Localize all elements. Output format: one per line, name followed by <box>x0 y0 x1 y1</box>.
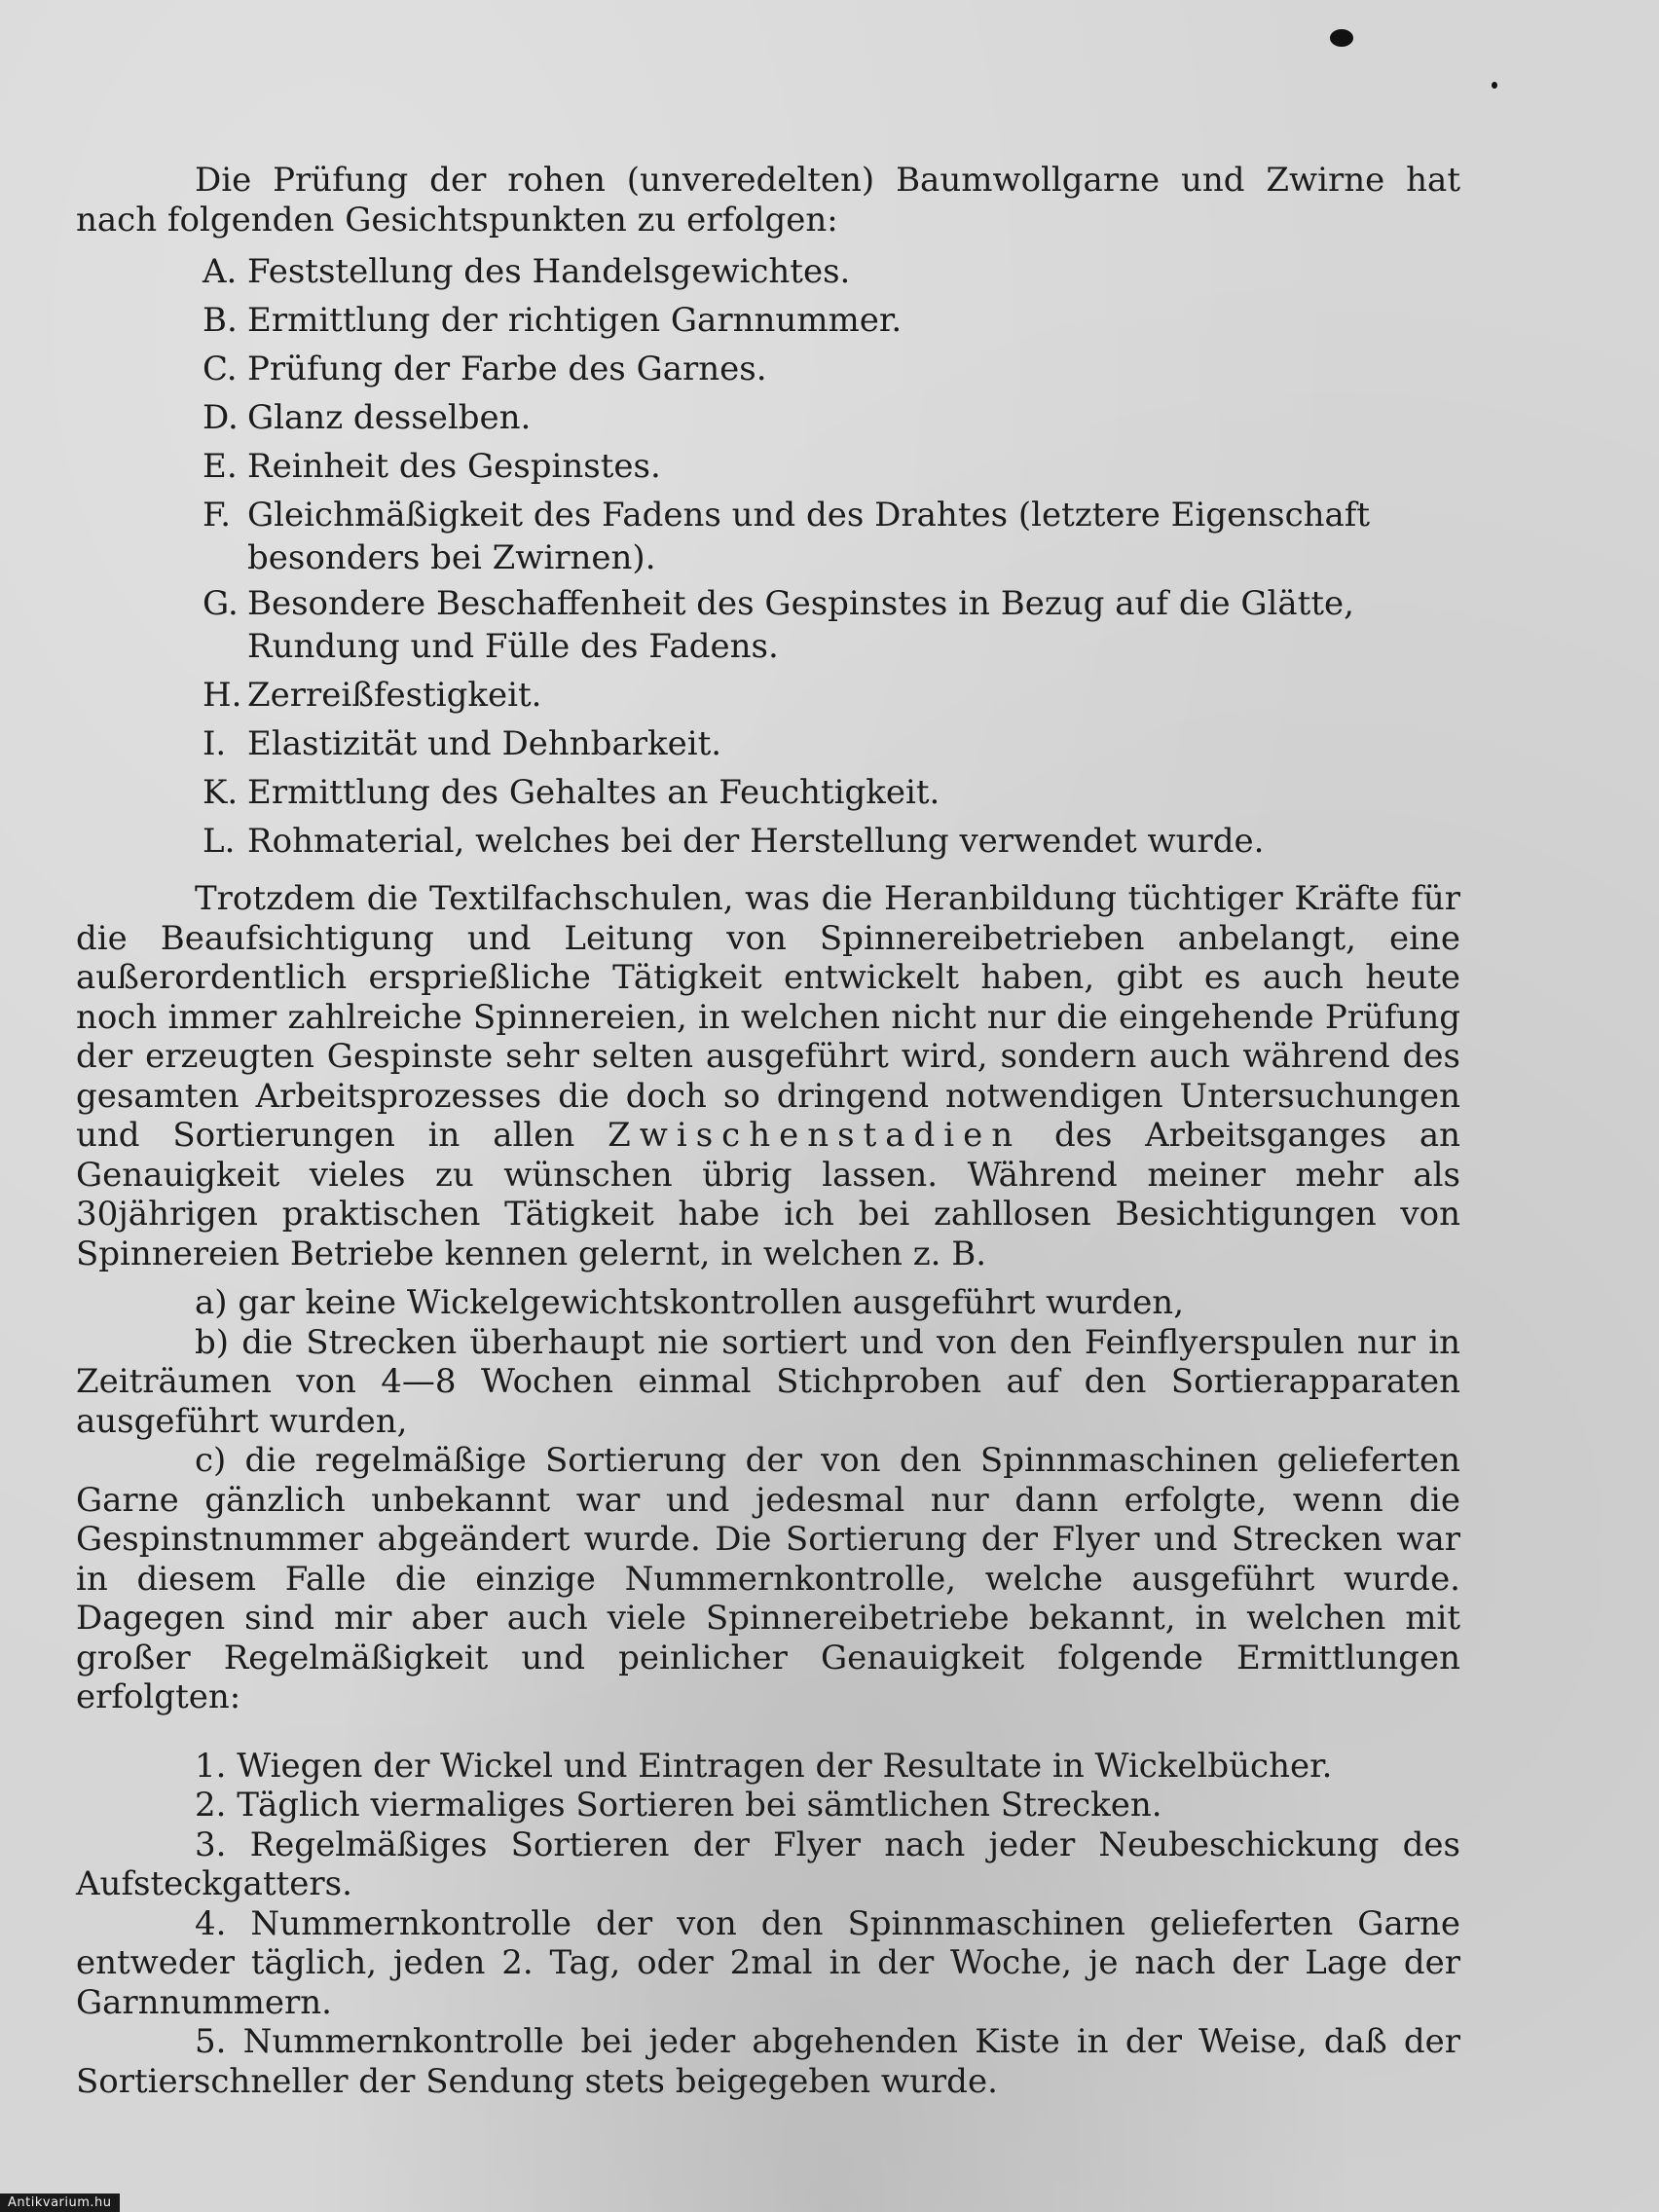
main-paragraph <box>76 879 1460 1273</box>
item-text: Prüfung der Farbe des Garnes. <box>247 350 767 388</box>
main-paragraph-text: Trotzdem die Textilfachschulen, was die Heranbildung tüchtiger Kräfte für die Beaufsichtigung und Leitung von Spinnereibetrieben anbelangt, eine außerordentlich ersprießliche Tätigkeit entwickelt haben, gibt es auch heute noch immer zahlreiche Spinnereien, in welchen nicht nur die eingehende Prüfung der erzeugten Gespinste sehr selten ausgeführt wird, sondern auch während des gesamten Arbeitsprozesses die doch so dringend notwendigen Untersuchungen und Sortierungen in allen <box>76 879 1460 1155</box>
item-text: Elastizität und Dehnbarkeit. <box>247 724 722 763</box>
list-item: 3. Regelmäßiges Sortieren der Flyer nach jeder Neubeschickung des Aufsteckgatters. <box>76 1825 1460 1903</box>
list-item <box>76 582 1460 668</box>
list-item: b) die Strecken überhaupt nie sortiert und von den Feinflyerspulen nur in Zeiträumen von 4—8 Wochen einmal Stichproben auf den Sortierapparaten ausgeführt wurden, <box>76 1322 1460 1441</box>
list-item <box>76 719 1460 768</box>
item-letter: H. <box>203 676 242 715</box>
item-text: Zerreißfestigkeit. <box>247 676 542 715</box>
list-item <box>76 817 1460 866</box>
item-letter: B. <box>203 301 238 340</box>
item-letter: K. <box>203 773 239 812</box>
body-text <box>76 161 1460 2101</box>
item-letter: F. <box>203 496 232 535</box>
main-paragraph-continuation: des Arbeitsganges an Genauigkeit vieles zu wünschen übrig lassen. Während meiner mehr als 30jährigen praktischen Tätigkeit habe ich bei zahllosen Besichtigungen von Spinnereien Betriebe kennen gelernt, in welchen z. B. <box>76 1116 1461 1273</box>
list-item: 5. Nummernkontrolle bei jeder abgehenden Kiste in der Weise, daß der Sortierschneller der Sendung stets beigegeben wurde. <box>76 2022 1460 2101</box>
list-item: 4. Nummernkontrolle der von den Spinnmaschinen gelieferten Garne entweder täglich, jeden 2. Tag, oder 2mal in der Woche, je nach der Lage der Garnnummern. <box>76 1903 1460 2022</box>
ink-blot-mark <box>1330 29 1353 47</box>
item-text: Besondere Beschaffenheit des Gespinstes in Bezug auf die Glätte, Rundung und Fülle des Fadens. <box>247 584 1354 666</box>
list-item: 1. Wiegen der Wickel und Eintragen der Resultate in Wickelbücher. <box>195 1746 1333 1786</box>
list-item <box>76 442 1460 491</box>
item-text: Reinheit des Gespinstes. <box>247 447 661 486</box>
list-item <box>76 296 1460 345</box>
criteria-list <box>76 247 1460 866</box>
ink-dot-mark <box>1492 82 1497 89</box>
list-item <box>76 494 1460 579</box>
list-item <box>76 768 1460 817</box>
list-item: a) gar keine Wickelgewichtskontrollen ausgeführt wurden, <box>195 1283 1185 1322</box>
emphasized-word: Zwischenstadien <box>608 1116 1022 1155</box>
item-text: Glanz desselben. <box>247 398 532 437</box>
list-item <box>76 345 1460 393</box>
list-item: 2. Täglich viermaliges Sortieren bei sämtlichen Strecken. <box>195 1786 1162 1825</box>
list-item <box>76 247 1460 296</box>
item-text: Ermittlung des Gehaltes an Feuchtigkeit. <box>247 773 940 812</box>
item-text: Ermittlung der richtigen Garnnummer. <box>247 301 903 340</box>
item-letter: G. <box>203 584 239 623</box>
item-letter: A. <box>203 252 238 291</box>
item-letter: C. <box>203 350 238 388</box>
list-item: c) die regelmäßige Sortierung der von den Spinnmaschinen gelieferten Garne gänzlich unbekannt war und jedesmal nur dann erfolgte, wenn die Gespinstnummer abgeändert wurde. Die Sortierung der Flyer und Strecken war in diesem Falle die einzige Nummernkontrolle, welche ausgeführt wurde. Dagegen sind mir aber auch viele Spinnereibetriebe bekannt, in welchen mit großer Regelmäßigkeit und peinlicher Genauigkeit folgende Ermittlungen erfolgten: <box>76 1441 1460 1716</box>
examples-list <box>76 1283 1460 1717</box>
intro-paragraph: Die Prüfung der rohen (unveredelten) Baumwollgarne und Zwirne hat nach folgenden Gesichtspunkten zu erfolgen: <box>76 161 1460 240</box>
list-item <box>76 393 1460 442</box>
item-letter: E. <box>203 447 238 486</box>
item-letter: I. <box>203 724 227 763</box>
item-letter: D. <box>203 398 239 437</box>
watermark-label: Antikvarium.hu <box>0 2194 120 2212</box>
item-text: Gleichmäßigkeit des Fadens und des Drahtes (letztere Eigenschaft besonders bei Zwirnen). <box>247 496 1371 577</box>
item-letter: L. <box>203 822 236 861</box>
procedures-list <box>76 1747 1460 2102</box>
item-text: Feststellung des Handelsgewichtes. <box>247 252 851 291</box>
list-item <box>76 671 1460 719</box>
item-text: Rohmaterial, welches bei der Herstellung verwendet wurde. <box>247 822 1265 861</box>
